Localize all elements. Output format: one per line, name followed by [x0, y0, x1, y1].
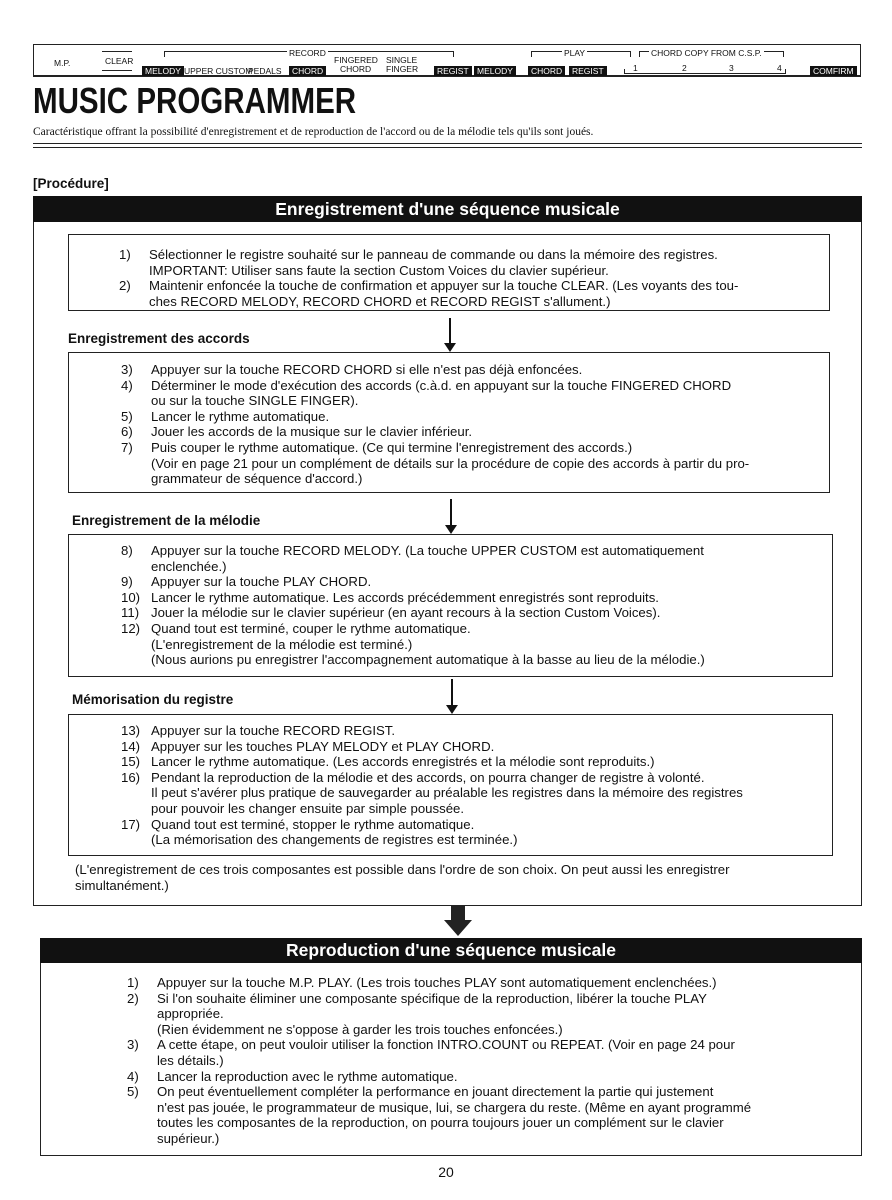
- step-number: 4): [121, 377, 133, 393]
- step-item: [121, 605, 832, 621]
- step-line: (Rien évidemment ne s'oppose à garder les trois touches enfoncées.): [157, 1021, 563, 1037]
- step-line: Lancer le rythme automatique. (Les accords enregistrés et la mélodie sont reproduits.): [151, 754, 655, 770]
- step-line: A cette étape, on peut vouloir utiliser la fonction INTRO.COUNT ou REPEAT. (Voir en page 24 pour: [157, 1037, 735, 1053]
- step-line: Déterminer le mode d'exécution des accords (c.à.d. en appuyant sur la touche FINGERED CHORD: [151, 377, 732, 393]
- fingered-chord-label: CHORD: [340, 64, 372, 74]
- step-number: 1): [127, 975, 139, 990]
- fingered-label: FINGERED: [334, 55, 378, 65]
- upper-custom-label: UPPER CUSTOM: [184, 66, 253, 76]
- step-number: 8): [121, 543, 133, 558]
- step-line: Jouer les accords de la musique sur le clavier inférieur.: [151, 424, 473, 440]
- subheading-melody: Enregistrement de la mélodie: [72, 513, 261, 528]
- record-chord-button: CHORD: [289, 66, 326, 76]
- step-text: [157, 1084, 751, 1146]
- intro-text: Caractéristique offrant la possibilité d'enregistrement et de reproduction de l'accord ou de la mélodie tels qu'ils sont joués.: [33, 126, 594, 138]
- step-line: Appuyer sur les touches PLAY MELODY et PLAY CHORD.: [151, 738, 495, 754]
- playback-steps: [127, 975, 827, 1147]
- step-line: Pendant la reproduction de la mélodie et des accords, on pourra changer de registre à volonté.: [151, 769, 705, 785]
- step-number: 13): [121, 723, 141, 738]
- step-number: 14): [121, 738, 141, 754]
- step-item: [121, 739, 832, 755]
- step-number: 15): [121, 754, 141, 770]
- step-line: enclenchée.): [151, 558, 227, 574]
- note-line: (L'enregistrement de ces trois composantes est possible dans l'ordre de son choix. On peut aussi les enregistrer: [75, 862, 730, 877]
- procedure-heading: [Procédure]: [33, 176, 109, 191]
- record-regist-button: REGIST: [434, 66, 472, 76]
- step-line: Appuyer sur la touche RECORD CHORD si elle n'est pas déjà enfoncées.: [151, 362, 583, 377]
- step-item: [121, 378, 829, 409]
- step-number: 17): [121, 816, 141, 832]
- step-number: 3): [127, 1037, 139, 1053]
- step-text: [157, 991, 707, 1038]
- step-text: [151, 590, 659, 606]
- step-line: pour pouvoir les changer ensuite par simple poussée.: [151, 800, 465, 816]
- step-text: [151, 543, 704, 574]
- play-label: PLAY: [564, 48, 586, 58]
- step-text: [157, 975, 717, 991]
- note-line: simultanément.): [75, 877, 169, 893]
- step-item: [119, 278, 829, 309]
- step-line: (La mémorisation des changements de registres est terminée.): [151, 832, 518, 848]
- step-text: [151, 723, 395, 739]
- step-line: n'est pas jouée, le programmateur de musique, lui, se chargera du reste. (Même en ayant programmé: [157, 1099, 752, 1115]
- step-item: [121, 440, 829, 487]
- step-text: [151, 621, 705, 668]
- copy-3: 3: [729, 63, 734, 73]
- step-item: [121, 754, 832, 770]
- step-number: 1): [119, 247, 131, 262]
- step-text: [151, 378, 731, 409]
- clear-button-label: CLEAR: [105, 56, 134, 66]
- step-line: IMPORTANT: Utiliser sans faute la section Custom Voices du clavier supérieur.: [149, 262, 609, 278]
- playback-section-title: Reproduction d'une séquence musicale: [40, 938, 862, 963]
- step-item: [127, 1084, 827, 1146]
- step-item: [121, 424, 829, 440]
- step-text: [151, 424, 472, 440]
- step-line: Appuyer sur la touche PLAY CHORD.: [151, 574, 372, 590]
- step-line: grammateur de séquence d'accord.): [151, 471, 363, 487]
- page-number: 20: [438, 1164, 454, 1180]
- step-line: les détails.): [157, 1052, 224, 1068]
- step-line: Il peut s'avérer plus pratique de sauvegarder au préalable les registres dans la mémoire des registres: [151, 785, 743, 801]
- step-text: [151, 739, 494, 755]
- arrow-down-icon: [449, 318, 451, 348]
- step-item: [121, 543, 832, 574]
- step-line: appropriée.: [157, 1006, 224, 1022]
- step-line: ou sur la touche SINGLE FINGER).: [151, 393, 359, 409]
- step-line: Puis couper le rythme automatique. (Ce qui termine l'enregistrement des accords.): [151, 439, 633, 455]
- recording-section-title: Enregistrement d'une séquence musicale: [33, 196, 862, 222]
- step-text: [157, 1069, 458, 1085]
- step-line: supérieur.): [157, 1130, 220, 1146]
- record-melody-button: MELODY: [142, 66, 184, 76]
- step-item: [121, 409, 829, 425]
- step-line: Si l'on souhaite éliminer une composante spécifique de la reproduction, libérer la touche PLAY: [157, 990, 707, 1006]
- control-panel-diagram: [33, 44, 861, 77]
- mp-label: M.P.: [54, 58, 71, 68]
- step-text: [151, 817, 518, 848]
- step-line: Lancer le rythme automatique.: [151, 408, 330, 424]
- step-line: Appuyer sur la touche RECORD MELODY. (La touche UPPER CUSTOM est automatiquement: [151, 543, 704, 558]
- order-note: [75, 862, 815, 893]
- play-chord-button: CHORD: [528, 66, 565, 76]
- confirm-button: COMFIRM: [810, 66, 857, 76]
- step-text: [151, 409, 329, 425]
- step-text: [157, 1037, 735, 1068]
- step-item: [121, 574, 832, 590]
- step-number: 9): [121, 574, 133, 590]
- copy-2: 2: [682, 63, 687, 73]
- step-line: Sélectionner le registre souhaité sur le panneau de commande ou dans la mémoire des registres.: [149, 247, 718, 262]
- step-line: (L'enregistrement de la mélodie est terminé.): [151, 636, 413, 652]
- step-number: 3): [121, 362, 133, 377]
- step-item: [121, 621, 832, 668]
- step-line: On peut éventuellement compléter la performance en jouant directement la partie qui justement: [157, 1084, 714, 1100]
- step-item: [127, 991, 827, 1038]
- copy-1: 1: [633, 63, 638, 73]
- step-line: (Nous aurions pu enregistrer l'accompagnement automatique à la basse au lieu de la mélodie.): [151, 652, 705, 668]
- step-number: 5): [127, 1084, 139, 1100]
- step-text: [149, 278, 738, 309]
- step-line: Appuyer sur la touche RECORD REGIST.: [151, 723, 396, 738]
- big-arrow-down-icon: [451, 905, 465, 921]
- single-label: SINGLE: [386, 55, 418, 65]
- arrow-down-icon: [451, 679, 453, 710]
- big-arrow-head-icon: [444, 920, 472, 936]
- step-line: ches RECORD MELODY, RECORD CHORD et RECORD REGIST s'allument.): [149, 293, 611, 309]
- step-item: [121, 362, 829, 378]
- step-line: Lancer la reproduction avec le rythme automatique.: [157, 1068, 458, 1084]
- step-box-chords: [68, 352, 830, 493]
- step-item: [127, 1037, 827, 1068]
- step-line: Quand tout est terminé, stopper le rythme automatique.: [151, 816, 475, 832]
- step-text: [151, 754, 655, 770]
- subheading-registration: Mémorisation du registre: [72, 692, 234, 707]
- step-item: [121, 723, 832, 739]
- step-line: (Voir en page 21 pour un complément de détails sur la procédure de copie des accords à partir du pro-: [151, 455, 750, 471]
- step-box-setup: [68, 234, 830, 311]
- step-line: Quand tout est terminé, couper le rythme automatique.: [151, 620, 471, 636]
- single-finger-label: FINGER: [386, 64, 419, 74]
- step-number: 4): [127, 1068, 139, 1084]
- step-number: 6): [121, 424, 133, 440]
- arrow-down-icon: [450, 499, 452, 530]
- step-number: 16): [121, 769, 141, 785]
- step-text: [151, 605, 660, 621]
- pedals-label: PEDALS: [248, 66, 282, 76]
- step-number: 5): [121, 408, 133, 424]
- chord-copy-label: CHORD COPY FROM C.S.P.: [651, 48, 762, 58]
- step-number: 10): [121, 589, 141, 605]
- step-box-melody: [68, 534, 833, 677]
- step-number: 2): [119, 278, 131, 294]
- step-item: [121, 817, 832, 848]
- record-label: RECORD: [289, 48, 326, 58]
- step-number: 11): [121, 605, 140, 621]
- divider: [33, 147, 862, 148]
- step-text: [151, 362, 582, 378]
- step-line: toutes les composantes de la reproduction, on pourra toujours jouer un complément sur le clavier: [157, 1115, 724, 1131]
- step-number: 7): [121, 439, 133, 455]
- step-number: 2): [127, 990, 139, 1006]
- step-item: [121, 770, 832, 817]
- step-text: [151, 770, 743, 817]
- step-text: [149, 247, 718, 278]
- step-item: [121, 590, 832, 606]
- play-regist-button: REGIST: [569, 66, 607, 76]
- copy-4: 4: [777, 63, 782, 73]
- divider: [33, 143, 862, 144]
- step-line: Maintenir enfoncée la touche de confirmation et appuyer sur la touche CLEAR. (Les voyants des tou-: [149, 278, 739, 294]
- step-item: [127, 975, 827, 991]
- page-title: MUSIC PROGRAMMER: [33, 80, 357, 121]
- step-text: [151, 440, 749, 487]
- step-line: Jouer la mélodie sur le clavier supérieur (en ayant recours à la section Custom Voices).: [151, 605, 661, 621]
- play-melody-button: MELODY: [474, 66, 516, 76]
- step-number: 12): [121, 620, 141, 636]
- step-line: Appuyer sur la touche M.P. PLAY. (Les trois touches PLAY sont automatiquement enclenchées.): [157, 975, 717, 990]
- subheading-chords: Enregistrement des accords: [68, 331, 250, 346]
- step-box-registration: [68, 714, 833, 856]
- step-text: [151, 574, 371, 590]
- step-item: [119, 247, 829, 278]
- step-line: Lancer le rythme automatique. Les accords précédemment enregistrés sont reproduits.: [151, 589, 659, 605]
- step-item: [127, 1069, 827, 1085]
